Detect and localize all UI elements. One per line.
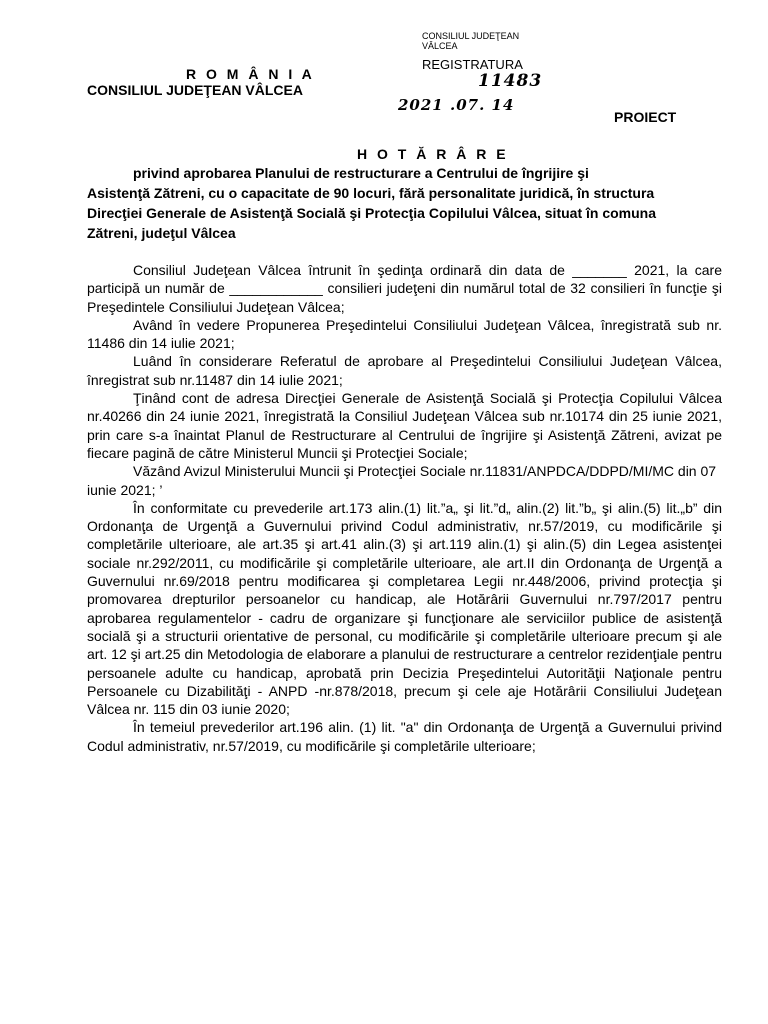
subject-first-line: privind aprobarea Planului de restructurare a Centrului de îngrijire şi [133,165,589,181]
subject-rest: Asistenţă Zătreni, cu o capacitate de 90 locuri, fără personalitate juridică, în structura Direcţiei Generale de Asistenţă Socială şi Protecţia Copilului Vâlcea, situat în comuna Zătreni, judeţul Vâlcea [87,185,657,241]
stamp-institution: CONSILIUL JUDEŢEAN VÂLCEA [422,31,520,51]
document-title: H O T Ă R Â R E [357,146,509,162]
document-body [87,261,722,755]
council-name: CONSILIUL JUDEŢEAN VÂLCEA [87,82,303,98]
handwritten-registration-number: 11483 [478,71,543,91]
paragraph-proposal: Având în vedere Propunerea Preşedintelui Consiliului Judeţean Vâlcea, înregistrată sub nr. 11486 din 14 iulie 2021; [87,316,722,352]
stamp-registratura: REGISTRATURA [422,57,523,72]
paragraph-legal-grounds: În temeiul prevederilor art.196 alin. (1) lit. "a" din Ordonanţa de Urgenţă a Guvernului privind Codul administrativ, nr.57/2019, cu modificările şi completările ulterioare; [87,719,722,754]
paragraph-referat: Luând în considerare Referatul de aprobare al Preşedintelui Consiliului Judeţean Vâlcea, înregistrat sub nr.11487 din 14 iulie 2021; [87,353,722,388]
paragraph-session: Consiliul Judeţean Vâlcea întrunit în şedinţa ordinară din data de _______ 2021, la care participă un număr de ____________ consilieri judeţeni din numărul total de 32 consilieri în funcţie şi Preşedintele Consiliului Judeţean Vâlcea; [87,262,722,315]
paragraph-ministry-notice: Văzând Avizul Ministerului Muncii şi Protecţiei Sociale nr.11831/ANPDCA/DDPD/MI/MC din 07 iunie 2021; ’ [87,463,717,498]
paragraph-legal-basis: În conformitate cu prevederile art.173 alin.(1) lit.”a„ şi lit.”d„ alin.(2) lit.”b„ şi alin.(5) lit.„b” din Ordonanţa de Urgenţă a Guvernului privind Codul administrativ, nr.57/2019, cu modificările şi completările ulterioare, ale art.35 şi art.41 alin.(3) şi art.119 alin.(1) şi alin.(5) din Legea asistenţei sociale nr.292/2011, cu modificările şi completările ulterioare, ale art.II din Ordonanţa de Urgenţă a Guvernului nr.69/2018 pentru modificarea şi completarea Legii nr.448/2006, privind protecţia şi promovarea drepturilor persoanelor cu handicap, ale Hotărârii Guvernului nr.797/2017 pentru aprobarea regulamentelor - cadru de organizare şi funcţionare ale serviciilor publice de asistenţă socială şi a structurii orientative de personal, cu modificările şi completările ulterioare precum şi ale art. 12 şi art.25 din Metodologia de elaborare a planului de restructurare a centrelor rezidenţiale pentru persoanele adulte cu handicap, aprobată prin Decizia Preşedintelui Autorităţii Naţionale pentru Persoanele cu Dizabilităţi - ANPD -nr.878/2018, precum şi cele aje Hotărârii Consiliului Judeţean Vâlcea nr. 115 din 03 iunie 2020; [87,499,722,718]
handwritten-registration-date: 2021 .07. 14 [398,96,515,114]
paragraph-dgaspc-address: Ţinând cont de adresa Direcţiei Generale de Asistenţă Socială şi Protecţia Copilului Vâlcea nr.40266 din 24 iunie 2021, înregistrată la Consiliul Judeţean Vâlcea sub nr.10174 din 25 iunie 2021, prin care s-a înaintat Planul de Restructurare al Centrului de îngrijire şi Asistenţă Zătreni, avizat pe fiecare pagină de către Ministerul Muncii şi Protecţiei Sociale; [87,390,722,461]
draft-label: PROIECT [614,109,677,125]
decision-subject [87,163,709,243]
country-name: R O M Â N I A [186,66,315,82]
